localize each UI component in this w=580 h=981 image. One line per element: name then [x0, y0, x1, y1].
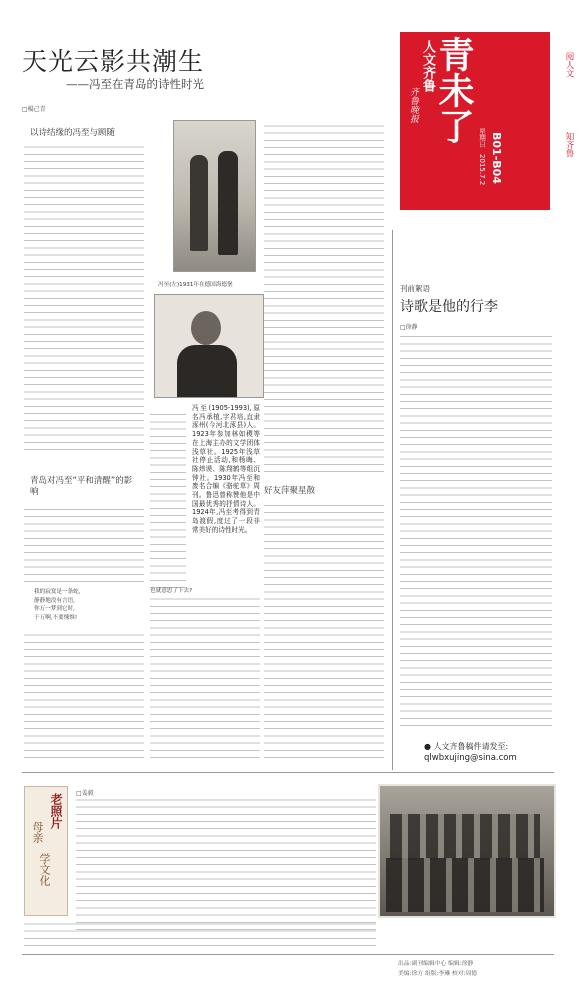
footer-credits-2: 美编:徐方 组版:李琳 校对:周德 [398, 971, 478, 977]
footer-rule [22, 954, 554, 955]
poem-line: 你万一梦到它时, [34, 606, 75, 613]
pull-quote-line: 也就意思了下去? [150, 588, 193, 594]
main-article-title: 天光云影共潮生 [22, 47, 205, 76]
side-kicker: 刊前絮语 [400, 284, 430, 293]
photo-fengzhi-portrait [154, 294, 264, 398]
body-col-1a [24, 142, 144, 450]
poem-line: 我的寂寞是一条蛇, [34, 589, 81, 595]
section-heading-1: 以诗结缘的冯至与顾随 [30, 128, 116, 138]
portrait-body [177, 345, 237, 397]
old-photo-body-2 [24, 922, 376, 946]
old-photo-tag-block [24, 786, 68, 916]
side-title: 诗歌是他的行李 [400, 299, 498, 315]
old-photo-body-1 [76, 798, 376, 930]
masthead-date: 2015.7.2 [478, 154, 486, 186]
masthead-pages: B01-B04 [490, 132, 503, 184]
poem-line: 千万啊,不要悚惧! [34, 614, 78, 621]
old-group-photo [378, 784, 556, 918]
poem-line: 静静地没有言语, [34, 597, 75, 604]
figure-right [218, 151, 238, 255]
figure-left [190, 155, 208, 251]
section-heading-3: 好友萍聚星散 [264, 486, 316, 496]
side-contact-label: ● 人文齐鲁稿件请发至: [424, 742, 509, 751]
old-photo-column-tag: 老照片 [49, 793, 63, 829]
group-row-front [386, 858, 544, 912]
side-body-text [400, 332, 552, 726]
body-col-2b [150, 598, 260, 758]
masthead-paper: 齐鲁晚报 [408, 87, 418, 123]
masthead-big-title: 青未了 [433, 36, 475, 144]
photo-2-caption: 冯至(1905-1993),原名冯承植,字君培,直隶涿州(今河北涿县)人。1923年参加林如稷等在上海主办的文学团体浅草社。1925年浅草社停止活动,和杨晦、陈炜谟、陈翔鹤等组沉钟社。1930年冯至和废名合编《骆驼草》周刊。鲁迅曾称赞他是中国最优秀的抒情诗人。1924年,冯至考得到青岛渡假,度过了一段非常美好的诗性时光。 [192, 404, 260, 534]
masthead-section: 人文齐鲁 [420, 40, 435, 92]
main-article-byline: □楊己青 [22, 106, 46, 113]
column-divider [392, 230, 393, 770]
body-col-1c [24, 630, 144, 758]
side-contact-email: qlwbxujing@sina.com [424, 753, 517, 763]
body-col-1b [24, 504, 144, 582]
main-article-subtitle: ——冯至在青岛的诗性时光 [66, 77, 204, 91]
section-divider [22, 772, 554, 773]
old-photo-title-a: 母亲 [31, 821, 44, 843]
poem-block [34, 588, 134, 622]
masthead-block [400, 32, 550, 210]
group-row-back [390, 814, 540, 860]
body-col-2a [150, 408, 186, 588]
body-col-3b [264, 500, 384, 758]
portrait-head [191, 311, 221, 345]
masthead-side-tag-2: 知齐鲁 [564, 132, 574, 158]
section-heading-2: 青岛对冯至“平和清醒”的影响 [30, 476, 133, 497]
old-photo-title-b: 学文化 [38, 853, 51, 886]
footer-credits-1: 出品:副刊编辑中心 编辑:徐静 [398, 961, 474, 967]
old-photo-byline: □姜毅 [76, 790, 94, 797]
side-byline: □徐静 [400, 324, 418, 331]
body-col-3a [264, 120, 384, 472]
photo-1-caption: 冯至(左)1931年在德国海德堡 [158, 282, 233, 288]
masthead-day: 星期日 [478, 128, 486, 148]
photo-fengzhi-heidelberg [173, 120, 256, 272]
masthead-side-tag-1: 阅人文 [564, 52, 574, 78]
